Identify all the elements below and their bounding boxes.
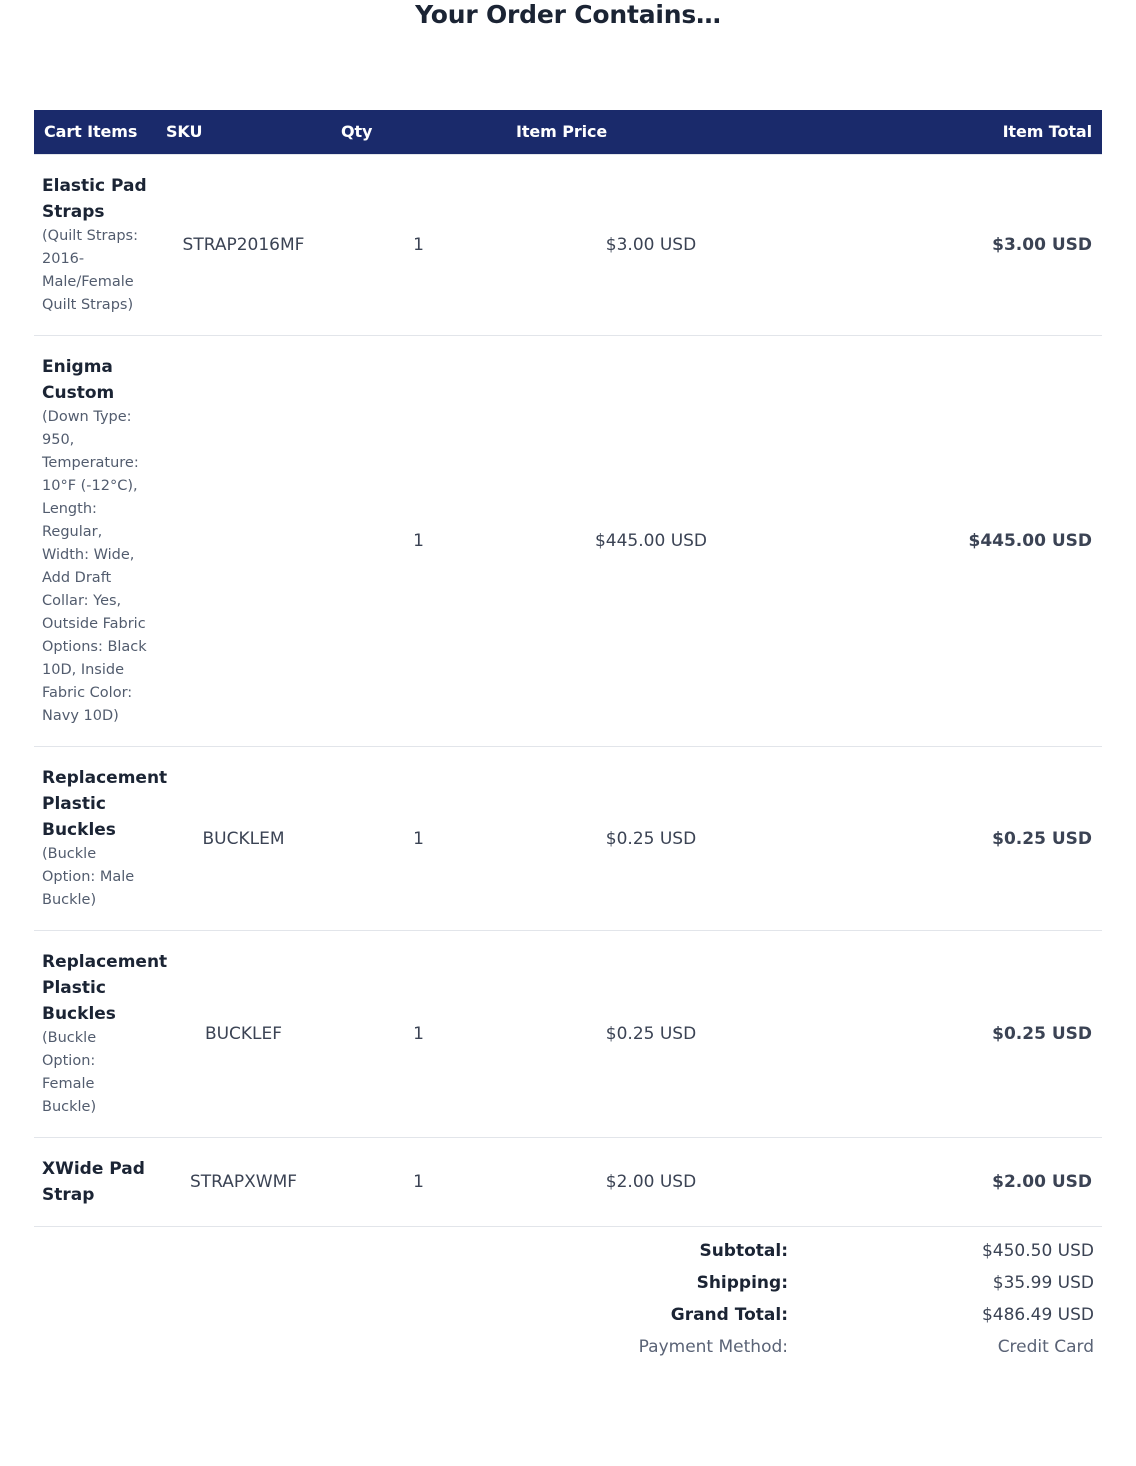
cell-item-name [34, 336, 156, 747]
cell-item-total: $2.00 USD [992, 1172, 1092, 1192]
cell-sku [156, 336, 331, 747]
cell-item-total: $3.00 USD [796, 155, 1102, 336]
cell-item-total: $0.25 USD [992, 1024, 1092, 1044]
cell-item-name [34, 931, 168, 1138]
item-options: (Quilt Straps: 2016-Male/Female Quilt Straps) [42, 228, 138, 313]
column-header-sku: SKU [156, 110, 331, 155]
cell-qty: 1 [413, 828, 424, 849]
cell-item-name [34, 747, 168, 931]
footer-value-grand-total: $486.49 USD [981, 1305, 1094, 1325]
table-footer [34, 1227, 1102, 1364]
footer-row-shipping [34, 1267, 1102, 1299]
item-options: (Down Type: 950, Temperature: 10°F (-12°C), Length: Regular, Width: Wide, Add Draft Collar: Yes, Outside Fabric Options: Black 10D, Inside Fabric Color: Navy 10D) [42, 409, 147, 724]
item-title: Replacement Plastic Buckles [42, 768, 168, 840]
footer-value-payment-method: Credit Card [997, 1337, 1094, 1357]
footer-spacer [34, 1299, 331, 1331]
table-header-row [34, 110, 1102, 155]
column-header-qty: Qty [331, 110, 506, 155]
column-header-item-price: Item Price [506, 110, 796, 155]
order-table-container [34, 30, 1102, 1363]
cell-item-total: $445.00 USD [968, 531, 1092, 551]
item-title: Replacement Plastic Buckles [42, 952, 168, 1024]
cell-item-price: $0.25 USD [605, 1024, 697, 1044]
cell-sku: BUCKLEF [204, 1024, 283, 1044]
footer-spacer [34, 1227, 331, 1268]
item-title: XWide Pad Strap [42, 1159, 145, 1205]
footer-label-payment-method: Payment Method: [638, 1337, 788, 1357]
column-header-cart-items: Cart Items [34, 110, 156, 155]
cell-qty: 1 [413, 1172, 424, 1192]
footer-spacer [34, 1267, 331, 1299]
cell-qty: 1 [413, 1024, 424, 1044]
cell-item-price: $445.00 USD [594, 531, 708, 551]
footer-label-shipping: Shipping: [696, 1273, 788, 1293]
footer-value-shipping: $35.99 USD [992, 1273, 1094, 1293]
order-items-table [34, 110, 1102, 1363]
footer-label-subtotal: Subtotal: [699, 1241, 788, 1261]
table-row [34, 336, 1102, 747]
item-options: (Buckle Option: Female Buckle) [42, 1030, 97, 1115]
item-title: Elastic Pad Straps [42, 176, 147, 222]
footer-row-payment-method [34, 1331, 1102, 1363]
cell-sku: STRAP2016MF [156, 155, 331, 336]
footer-row-subtotal [34, 1227, 1102, 1268]
cell-qty: 1 [331, 155, 506, 336]
footer-label-grand-total: Grand Total: [670, 1305, 788, 1325]
column-header-item-total: Item Total [796, 110, 1102, 155]
table-body [34, 155, 1102, 1227]
table-row [34, 1138, 1102, 1227]
cell-item-price: $0.25 USD [605, 828, 697, 849]
footer-spacer [34, 1331, 331, 1363]
table-row [34, 931, 1102, 1138]
table-row [34, 747, 1102, 931]
cell-item-total: $0.25 USD [992, 828, 1092, 849]
table-row [34, 155, 1102, 336]
cell-item-price: $2.00 USD [605, 1172, 697, 1192]
cell-item-name [34, 155, 156, 336]
cell-sku: BUCKLEM [202, 828, 285, 849]
footer-value-subtotal: $450.50 USD [981, 1241, 1094, 1261]
item-options: (Buckle Option: Male Buckle) [42, 846, 135, 908]
table-header [34, 110, 1102, 155]
cell-item-price: $3.00 USD [506, 155, 796, 336]
cell-qty: 1 [413, 531, 424, 551]
item-title: Enigma Custom [42, 357, 115, 403]
cell-item-name [34, 1138, 156, 1227]
cell-sku: STRAPXWMF [189, 1172, 298, 1192]
page-title: Your Order Contains… [415, 0, 721, 29]
footer-row-grand-total [34, 1299, 1102, 1331]
